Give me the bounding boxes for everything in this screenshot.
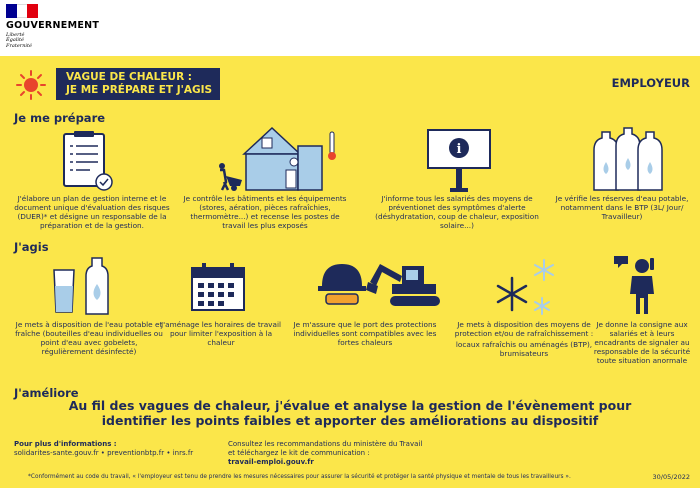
- gov-name: GOUVERNEMENT: [6, 20, 100, 31]
- act-caption-3: Je m'assure que le port des protections individuelles sont compatibles avec les fortes chaleurs: [293, 320, 437, 347]
- calendar-icon: [190, 262, 246, 312]
- prepare-caption-2: Je contrôle les bâtiments et les équipements (stores, aération, pièces rafraîchies, thermomètre...) et recense les postes de travail les plus exposés: [183, 194, 347, 230]
- snowflakes-icon: [490, 258, 560, 318]
- prepare-caption-3: J'informe tous les salariés des moyens de préventionet des symptômes d'alerte (déshydratation, coup de chaleur, exposition solaire...): [375, 194, 539, 230]
- gov-header: [0, 0, 700, 56]
- more-info: [14, 440, 193, 458]
- water-bottles-icon: [588, 126, 668, 194]
- more-info-links[interactable]: solidarites-sante.gouv.fr • preventionbtp.fr • inrs.fr: [14, 449, 194, 457]
- improve-statement: Au fil des vagues de chaleur, j'évalue et analyse la gestion de l'évènement pour identifier les points faibles et apporter des améliorations au dispositif: [68, 398, 632, 428]
- poster-title: VAGUE DE CHALEUR : JE ME PRÉPARE ET J'AGIS: [56, 68, 220, 100]
- svg-text:i: i: [456, 142, 462, 157]
- footnote: *Conformément au code du travail, « l'employeur est tenu de prendre les mesures nécessaires pour assurer la sécurité et protéger la santé physique et mentale de tous les travailleurs ».: [28, 474, 571, 480]
- section-improve-title: J'améliore: [14, 386, 79, 400]
- section-act-title: J'agis: [14, 240, 49, 254]
- ministry-info: Consultez les recommandations du ministère du Travail et téléchargez le kit de communication : travail-emploi.gouv.fr: [228, 440, 423, 466]
- building-worker-icon: [212, 124, 342, 192]
- act-caption-5: Je donne la consigne aux salariés et à leurs encadrants de signaler au responsable de la sécurité toute situation anormale: [593, 320, 691, 365]
- prepare-caption-4: Je vérifie les réserves d'eau potable, notamment dans le BTP (3L/ Jour/ Travailleur): [555, 194, 689, 221]
- sun-icon: [16, 70, 46, 100]
- prepare-caption-1: J'élabore un plan de gestion interne et le document unique d'évaluation des risques (DUER)* et désigne un responsable de la préparation et de la gestion.: [14, 194, 170, 230]
- gov-logo: [6, 4, 100, 50]
- person-phone-icon: [612, 252, 662, 316]
- act-caption-4: Je mets à disposition des moyens de protection et/ou de rafraîchissement : locaux rafraîchis ou aménagés (BTP), brumisateurs: [454, 320, 594, 358]
- act-caption-1: Je mets à disposition de l'eau potable et fraîche (bouteilles d'eau individuelles ou point d'eau avec gobelets, régulièrement désinfecté): [15, 320, 163, 356]
- water-glass-bottle-icon: [50, 256, 120, 316]
- motto: Liberté Égalité Fraternité: [6, 32, 32, 49]
- act-caption-2: J'aménage les horaires de travail pour limiter l'exposition à la chaleur: [160, 320, 282, 347]
- checklist-icon: [60, 130, 116, 192]
- helmet-excavator-icon: [318, 256, 444, 312]
- info-sign-icon: [424, 128, 494, 194]
- more-info-label: Pour plus d'informations :: [14, 440, 117, 448]
- flag-icon: [6, 4, 38, 18]
- date: 30/05/2022: [652, 473, 690, 481]
- ministry-link[interactable]: travail-emploi.gouv.fr: [228, 458, 314, 466]
- audience-label: EMPLOYEUR: [611, 76, 690, 90]
- section-prepare-title: Je me prépare: [14, 111, 106, 125]
